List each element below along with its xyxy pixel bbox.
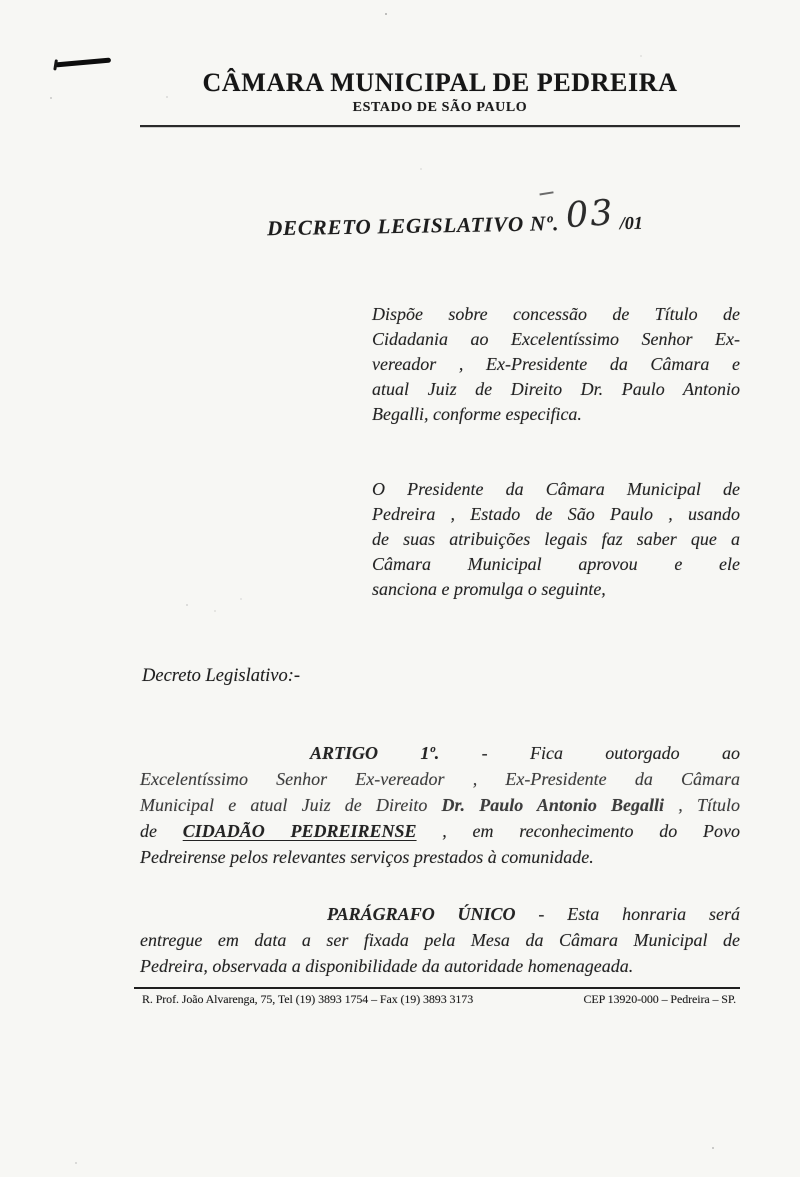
text-segment: Pedreirense pelos relevantes serviços prestados à comunidade. xyxy=(140,847,594,867)
text-segment: Excelentíssimo Senhor Ex-vereador , Ex-Presidente da Câmara xyxy=(140,769,740,789)
text-line xyxy=(372,402,740,427)
text-segment-bold-underline: CIDADÃO PEDREIRENSE xyxy=(182,821,417,841)
text-segment-bold: PARÁGRAFO ÚNICO xyxy=(327,904,516,924)
text-segment-bold: Dr. Paulo Antonio Begalli xyxy=(441,795,665,815)
letterhead-rule xyxy=(140,125,740,127)
ementa-paragraph xyxy=(372,302,740,427)
text-segment: , em reconhecimento do Povo xyxy=(416,821,740,841)
text-segment: Dispõe sobre concessão de Título de xyxy=(372,304,740,324)
text-line xyxy=(372,502,740,527)
text-segment: Municipal e atual Juiz de Direito xyxy=(140,795,442,815)
text-line xyxy=(140,901,740,927)
text-line xyxy=(372,527,740,552)
text-segment: Pedreira, observada a disponibilidade da autoridade homenageada. xyxy=(140,956,634,976)
sole-paragraph xyxy=(140,901,740,979)
text-segment: de suas atribuições legais faz saber que a xyxy=(372,529,740,549)
document-title-year: /01 xyxy=(619,212,643,234)
text-line xyxy=(372,577,740,602)
text-line xyxy=(140,927,740,953)
document-title xyxy=(266,192,643,245)
text-segment: vereador , Ex-Presidente da Câmara e xyxy=(372,354,740,374)
scan-noise xyxy=(0,0,2,2)
text-segment: sanciona e promulga o seguinte, xyxy=(372,579,606,599)
footer-cep: CEP 13920-000 – Pedreira – SP. xyxy=(583,992,736,1006)
text-line xyxy=(372,377,740,402)
text-line xyxy=(140,953,740,979)
article-1-paragraph xyxy=(140,740,740,870)
text-segment-bold: ARTIGO 1º. xyxy=(310,743,440,763)
text-segment: de xyxy=(140,821,183,841)
footer-address: R. Prof. João Alvarenga, 75, Tel (19) 3893 1754 – Fax (19) 3893 3173 xyxy=(142,992,474,1006)
text-segment: atual Juiz de Direito Dr. Paulo Antonio xyxy=(372,379,740,399)
decree-label: Decreto Legislativo:- xyxy=(142,666,301,686)
letterhead xyxy=(140,68,740,127)
preamble-paragraph xyxy=(372,477,740,602)
text-line xyxy=(372,477,740,502)
letterhead-subtitle: ESTADO DE SÃO PAULO xyxy=(352,100,528,115)
text-line xyxy=(372,302,740,327)
handwritten-decree-number: 03 xyxy=(564,192,616,237)
text-segment: Câmara Municipal aprovou e ele xyxy=(372,554,740,574)
footer-text xyxy=(134,989,740,1007)
text-segment: entregue em data a ser fixada pela Mesa da Câmara Municipal de xyxy=(140,930,740,950)
text-line xyxy=(140,766,740,792)
text-line xyxy=(140,792,740,818)
text-segment: - Esta honraria será xyxy=(515,904,740,924)
text-line xyxy=(140,740,740,766)
stray-mark xyxy=(539,191,553,195)
text-line xyxy=(372,352,740,377)
text-segment: , Título xyxy=(664,795,740,815)
document-title-prefix: DECRETO LEGISLATIVO Nº. xyxy=(266,211,560,241)
text-segment: Begalli, conforme especifica. xyxy=(372,404,582,424)
footer xyxy=(134,987,740,1007)
text-segment: O Presidente da Câmara Municipal de xyxy=(372,479,740,499)
pen-mark xyxy=(55,58,111,68)
letterhead-title: CÂMARA MUNICIPAL DE PEDREIRA xyxy=(202,68,678,97)
text-line xyxy=(372,327,740,352)
text-segment: Cidadania ao Excelentíssimo Senhor Ex- xyxy=(372,329,740,349)
text-segment: Pedreira , Estado de São Paulo , usando xyxy=(372,504,740,524)
text-line xyxy=(140,818,740,844)
text-line xyxy=(372,552,740,577)
text-segment: - Fica outorgado ao xyxy=(439,743,740,763)
text-line xyxy=(140,844,740,870)
